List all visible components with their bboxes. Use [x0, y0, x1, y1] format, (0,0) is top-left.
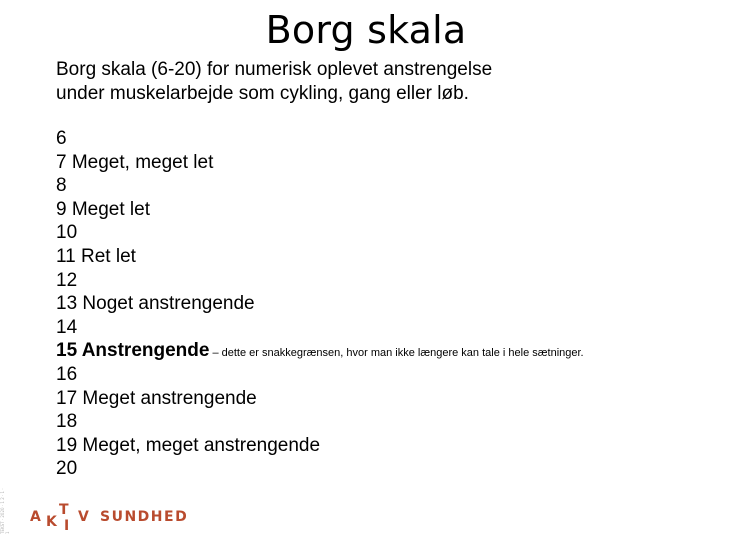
scale-label: 11 Ret let [56, 245, 136, 267]
scale-item-10 [56, 221, 706, 245]
scale-label: 6 [56, 128, 67, 149]
scale-item-12 [56, 269, 706, 293]
scale-item-17 [56, 387, 706, 411]
intro-line-1: Borg skala (6-20) for numerisk oplevet anstrengelse [56, 59, 493, 80]
scale-label: 14 [56, 316, 78, 338]
logo-letter-a: A [30, 509, 42, 525]
scale-item-8 [56, 174, 706, 198]
scale-label: 15 Anstrengende [56, 340, 210, 362]
scale-item-18 [56, 410, 706, 434]
slide-title: Borg skala [265, 8, 467, 52]
scale-label: 16 [56, 363, 78, 385]
scale-label: 19 Meget, meget anstrengende [56, 434, 321, 456]
scale-item-9 [56, 198, 706, 222]
scale-note: – dette er snakkegrænsen, hvor man ikke længere kan tale i hele sætninger. [212, 347, 584, 360]
logo-letter-i: I [64, 518, 71, 534]
scale-label: 20 [56, 458, 78, 480]
side-print-text: TEKST · 2020 · 1 2 · 1 · 1 [0, 488, 10, 534]
intro-text [56, 58, 696, 106]
scale-item-6 [56, 127, 706, 151]
scale-item-14 [56, 316, 706, 340]
borg-scale-list [56, 127, 706, 481]
scale-label: 10 [56, 222, 78, 244]
scale-item-19 [56, 434, 706, 458]
scale-item-20 [56, 457, 706, 481]
scale-item-7 [56, 151, 706, 175]
logo-letter-k: K [46, 514, 58, 530]
scale-label: 18 [56, 411, 78, 433]
scale-item-15 [56, 339, 706, 363]
scale-label: 12 [56, 269, 78, 291]
scale-label: 17 Meget anstrengende [56, 387, 257, 409]
scale-item-11 [56, 245, 706, 269]
scale-label: 8 [56, 175, 67, 197]
scale-item-13 [56, 292, 706, 316]
logo-letter-t: T [59, 502, 70, 518]
scale-label: 9 Meget let [56, 198, 150, 220]
intro-line-2: under muskelarbejde som cykling, gang eller løb. [56, 83, 469, 104]
scale-label: 7 Meget, meget let [56, 151, 214, 173]
logo-word: SUNDHED [100, 509, 189, 525]
aktiv-sundhed-logo [30, 502, 190, 534]
scale-label: 13 Noget anstrengende [56, 293, 255, 315]
logo-letter-v: V [78, 509, 90, 525]
scale-item-16 [56, 363, 706, 387]
